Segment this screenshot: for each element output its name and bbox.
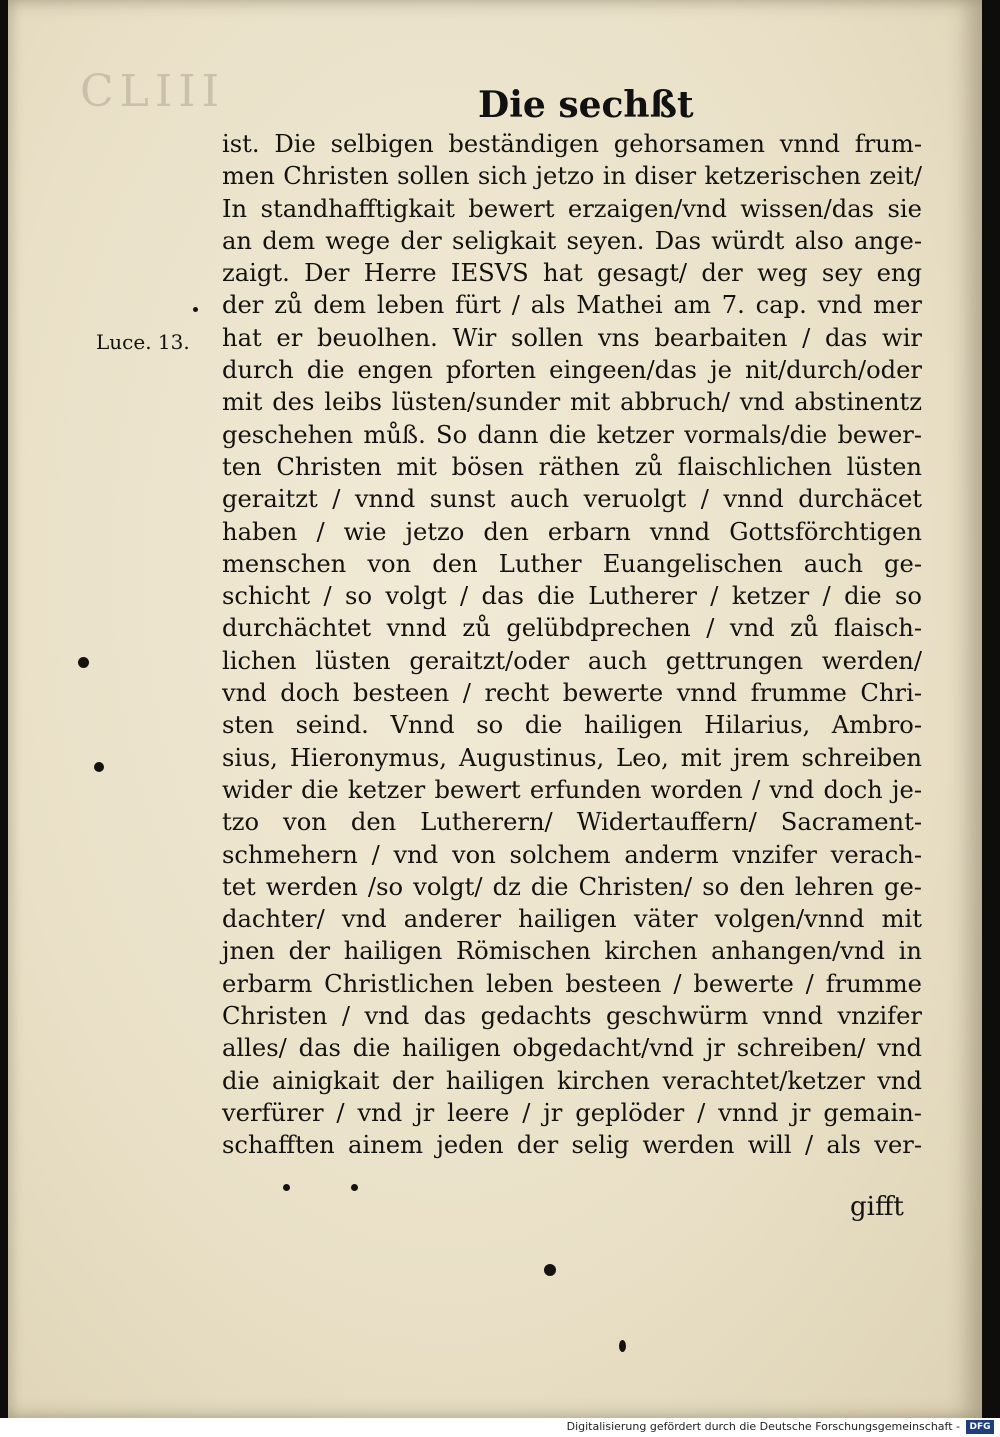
text-line: schafften ainem jeden der selig werden will / als ver-: [222, 1131, 922, 1160]
body-text: [222, 128, 922, 1162]
text-line: ist. Die selbigen beständigen gehorsamen vnnd frum-: [222, 130, 922, 158]
ink-dot: [544, 1264, 556, 1276]
text-line: men Christen sollen sich jetzo in diser ketzerischen zeit/: [222, 162, 922, 191]
text-line: sius, Hieronymus, Augustinus, Leo, mit jrem schreiben: [222, 743, 922, 772]
text-line: erbarm Christlichen leben besteen / bewerte / frumme: [222, 969, 922, 998]
page-header: Die sechßt: [478, 84, 694, 126]
text-line: geschehen můß. So dann die ketzer vormals/die bewer-: [222, 420, 922, 449]
ink-dot: [283, 1184, 290, 1191]
funding-credit: Digitalisierung gefördert durch die Deutsche Forschungsgemeinschaft -: [566, 1420, 960, 1433]
text-line: dachter/ vnd anderer hailigen väter volgen/vnnd mit: [222, 905, 922, 934]
text-line: die ainigkait der hailigen kirchen verachtet/ketzer vnd: [222, 1066, 922, 1095]
bleed-through-folio: CLIII: [80, 66, 226, 117]
footer-bar: [0, 1418, 1000, 1437]
text-line: schmehern / vnd von solchem anderm vnzifer verach-: [222, 840, 922, 869]
text-line: hat er beuolhen. Wir sollen vns bearbaiten / das wir: [222, 323, 922, 352]
text-line: alles/ das die hailigen obgedacht/vnd jr schreiben/ vnd: [222, 1034, 922, 1063]
text-line: zaigt. Der Herre IESVS hat gesagt/ der weg sey eng: [222, 259, 922, 288]
text-line: ten Christen mit bösen räthen zů flaischlichen lüsten: [222, 452, 922, 481]
margin-note: Luce. 13.: [96, 330, 190, 354]
text-line: schicht / so volgt / das die Lutherer / ketzer / die so: [222, 582, 922, 611]
text-line: an dem wege der seligkait seyen. Das würdt also ange-: [222, 226, 922, 255]
text-line: durch die engen pforten eingeen/das je nit/durch/oder: [222, 356, 922, 385]
ink-dot: [619, 1340, 626, 1352]
text-line: durchächtet vnnd zů gelübdprechen / vnd zů flaisch-: [222, 614, 922, 643]
text-line: der zů dem leben fürt / als Mathei am 7. cap. vnd mer: [222, 291, 922, 320]
text-line: Christen / vnd das gedachts geschwürm vnnd vnzifer: [222, 1002, 922, 1031]
text-line: menschen von den Luther Euangelischen auch ge-: [222, 549, 922, 578]
ink-dot: [193, 307, 198, 312]
text-line: tzo von den Lutherern/ Widertauffern/ Sacrament-: [222, 808, 922, 837]
text-line: mit des leibs lüsten/sunder mit abbruch/ vnd abstinentz: [222, 388, 922, 417]
ink-dot: [78, 657, 89, 668]
text-line: jnen der hailigen Römischen kirchen anhangen/vnd in: [222, 937, 922, 966]
dfg-logo: DFG: [966, 1420, 994, 1434]
ink-dot: [94, 762, 104, 772]
text-line: haben / wie jetzo den erbarn vnnd Gottsförchtigen: [222, 517, 922, 546]
ink-dot: [351, 1184, 358, 1191]
text-line: verfürer / vnd jr leere / jr geplöder / vnnd jr gemain-: [222, 1098, 922, 1127]
text-line: wider die ketzer bewert erfunden worden / vnd doch je-: [222, 775, 922, 804]
text-line: sten seind. Vnnd so die hailigen Hilarius, Ambro-: [222, 711, 922, 740]
text-line: geraitzt / vnnd sunst auch veruolgt / vnnd durchäcet: [222, 485, 922, 514]
text-line: vnd doch besteen / recht bewerte vnnd frumme Chri-: [222, 679, 922, 708]
text-line: In standhafftigkait bewert erzaigen/vnd wissen/das sie: [222, 194, 922, 223]
text-line: tet werden /so volgt/ dz die Christen/ so den lehren ge-: [222, 872, 922, 901]
catchword: gifft: [850, 1192, 904, 1222]
text-line: lichen lüsten geraitzt/oder auch gettrungen werden/: [222, 646, 922, 675]
